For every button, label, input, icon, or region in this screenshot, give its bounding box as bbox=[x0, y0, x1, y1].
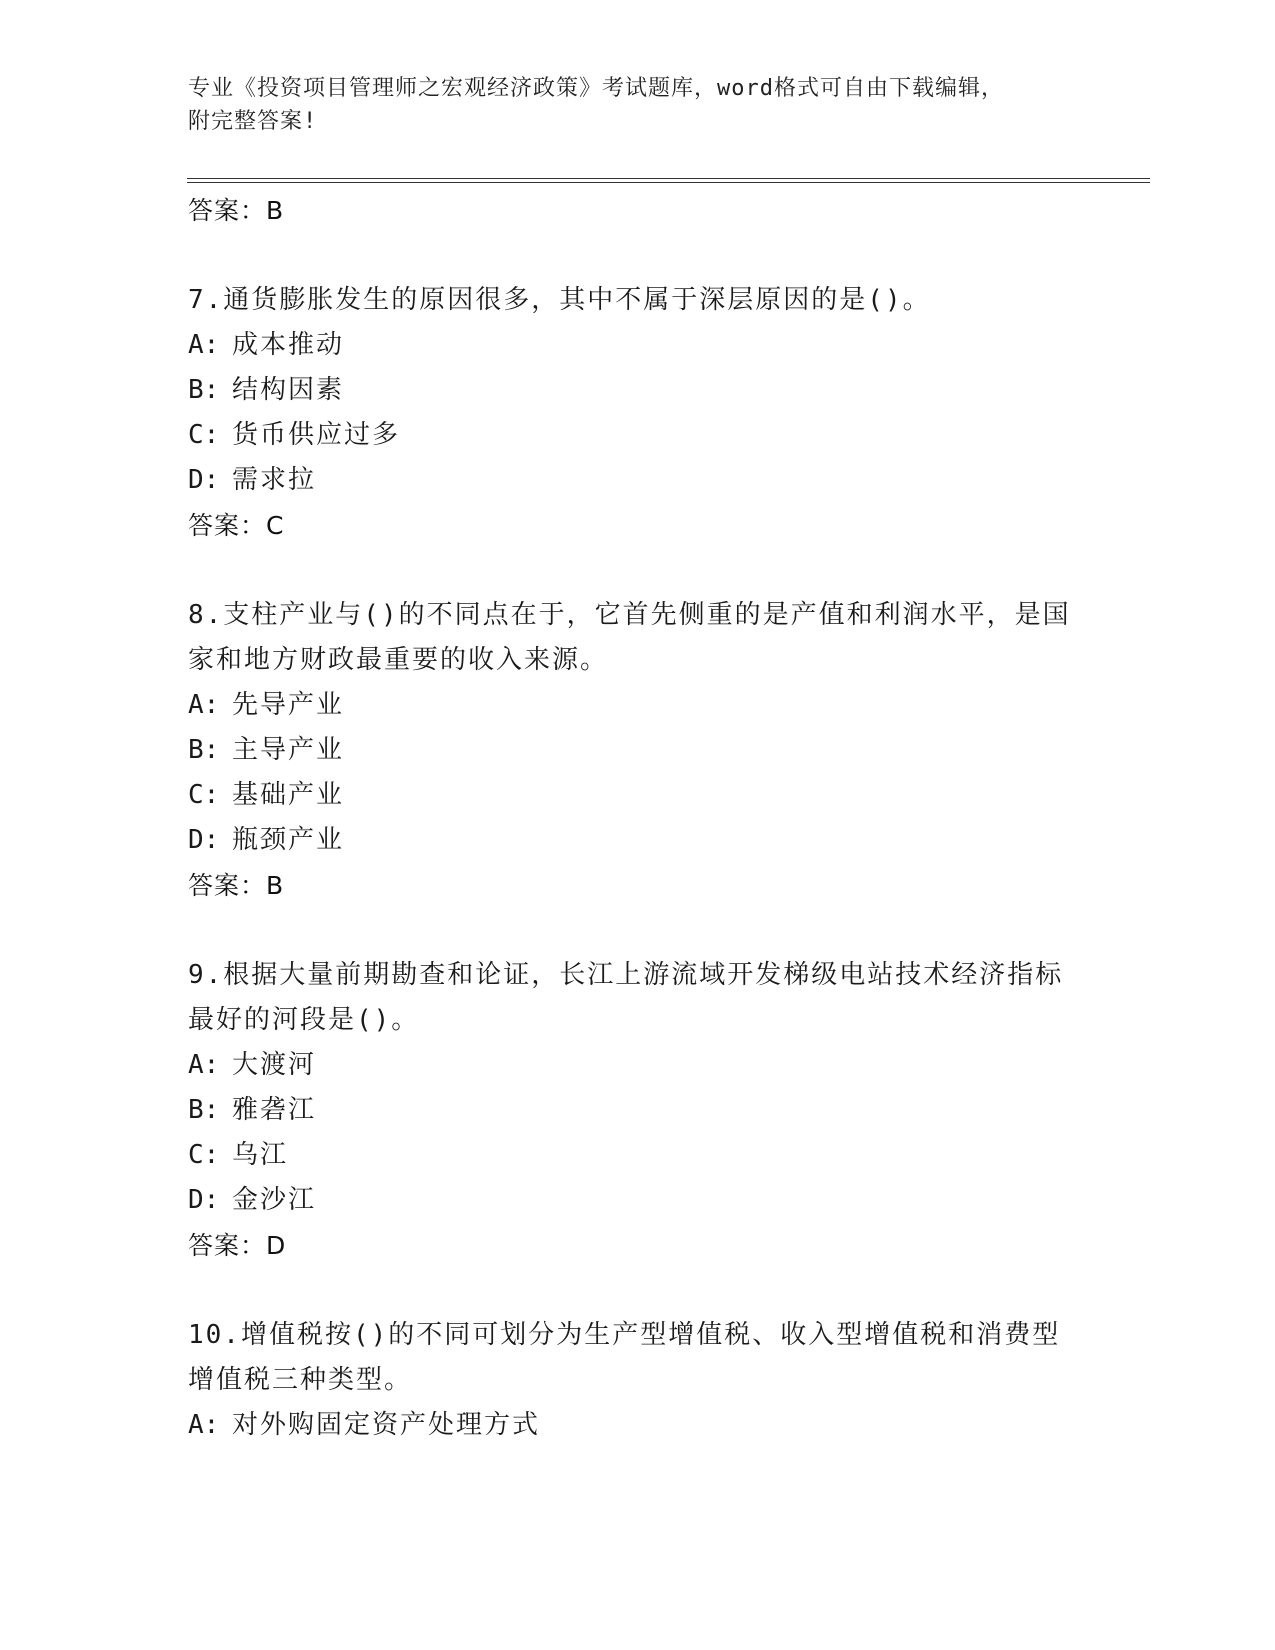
option-b bbox=[188, 368, 1088, 413]
option-key: B: bbox=[188, 375, 220, 405]
option-a bbox=[188, 683, 1088, 728]
option-a bbox=[188, 1403, 1088, 1448]
option-text: 大渡河 bbox=[232, 1050, 317, 1080]
option-key: D: bbox=[188, 1185, 220, 1215]
option-key: A: bbox=[188, 330, 220, 360]
option-key: C: bbox=[188, 1140, 220, 1170]
document-header bbox=[188, 72, 1068, 138]
header-divider-bottom bbox=[187, 182, 1150, 183]
question-stem: 7.通货膨胀发生的原因很多，其中不属于深层原因的是()。 bbox=[188, 285, 931, 315]
option-d bbox=[188, 1178, 1088, 1223]
option-key: D: bbox=[188, 465, 220, 495]
option-text: 结构因素 bbox=[232, 375, 345, 405]
question-stem: 9.根据大量前期勘查和论证，长江上游流域开发梯级电站技术经济指标最好的河段是()。 bbox=[188, 960, 1064, 1035]
option-key: B: bbox=[188, 735, 220, 765]
spacer bbox=[188, 234, 1088, 278]
option-key: B: bbox=[188, 1095, 220, 1125]
option-key: A: bbox=[188, 1050, 220, 1080]
option-text: 货币供应过多 bbox=[232, 420, 401, 450]
option-c bbox=[188, 413, 1088, 458]
option-d bbox=[188, 458, 1088, 503]
question-block-9 bbox=[188, 953, 1088, 1269]
question-block-7 bbox=[188, 278, 1088, 549]
option-text: 主导产业 bbox=[232, 735, 345, 765]
option-text: 需求拉 bbox=[232, 465, 317, 495]
answer-line: 答案：D bbox=[188, 1231, 287, 1260]
option-d bbox=[188, 818, 1088, 863]
option-key: A: bbox=[188, 690, 220, 720]
option-c bbox=[188, 1133, 1088, 1178]
option-text: 基础产业 bbox=[232, 780, 345, 810]
answer-line: 答案：C bbox=[188, 511, 285, 540]
option-b bbox=[188, 728, 1088, 773]
question-stem: 8.支柱产业与()的不同点在于，它首先侧重的是产值和利润水平，是国家和地方财政最重要的收入来源。 bbox=[188, 600, 1071, 675]
answer-line: 答案：B bbox=[188, 871, 285, 900]
question-block-10 bbox=[188, 1313, 1088, 1448]
option-a bbox=[188, 1043, 1088, 1088]
question-list bbox=[188, 188, 1088, 1448]
answer-line: 答案：B bbox=[188, 196, 285, 225]
option-key: A: bbox=[188, 1410, 220, 1440]
header-divider-top bbox=[187, 178, 1150, 179]
option-text: 雅砻江 bbox=[232, 1095, 317, 1125]
option-text: 先导产业 bbox=[232, 690, 345, 720]
header-line-1: 专业《投资项目管理师之宏观经济政策》考试题库，word格式可自由下载编辑， bbox=[188, 76, 1004, 101]
option-b bbox=[188, 1088, 1088, 1133]
question-stem: 10.增值税按()的不同可划分为生产型增值税、收入型增值税和消费型增值税三种类型。 bbox=[188, 1320, 1061, 1395]
option-text: 瓶颈产业 bbox=[232, 825, 345, 855]
option-text: 乌江 bbox=[232, 1140, 289, 1170]
option-text: 对外购固定资产处理方式 bbox=[232, 1410, 541, 1440]
header-line-2: 附完整答案! bbox=[188, 109, 318, 134]
option-text: 金沙江 bbox=[232, 1185, 317, 1215]
option-key: C: bbox=[188, 780, 220, 810]
option-a bbox=[188, 323, 1088, 368]
spacer bbox=[188, 549, 1088, 593]
option-c bbox=[188, 773, 1088, 818]
spacer bbox=[188, 909, 1088, 953]
option-key: C: bbox=[188, 420, 220, 450]
spacer bbox=[188, 1269, 1088, 1313]
question-block-8 bbox=[188, 593, 1088, 909]
option-text: 成本推动 bbox=[232, 330, 345, 360]
option-key: D: bbox=[188, 825, 220, 855]
